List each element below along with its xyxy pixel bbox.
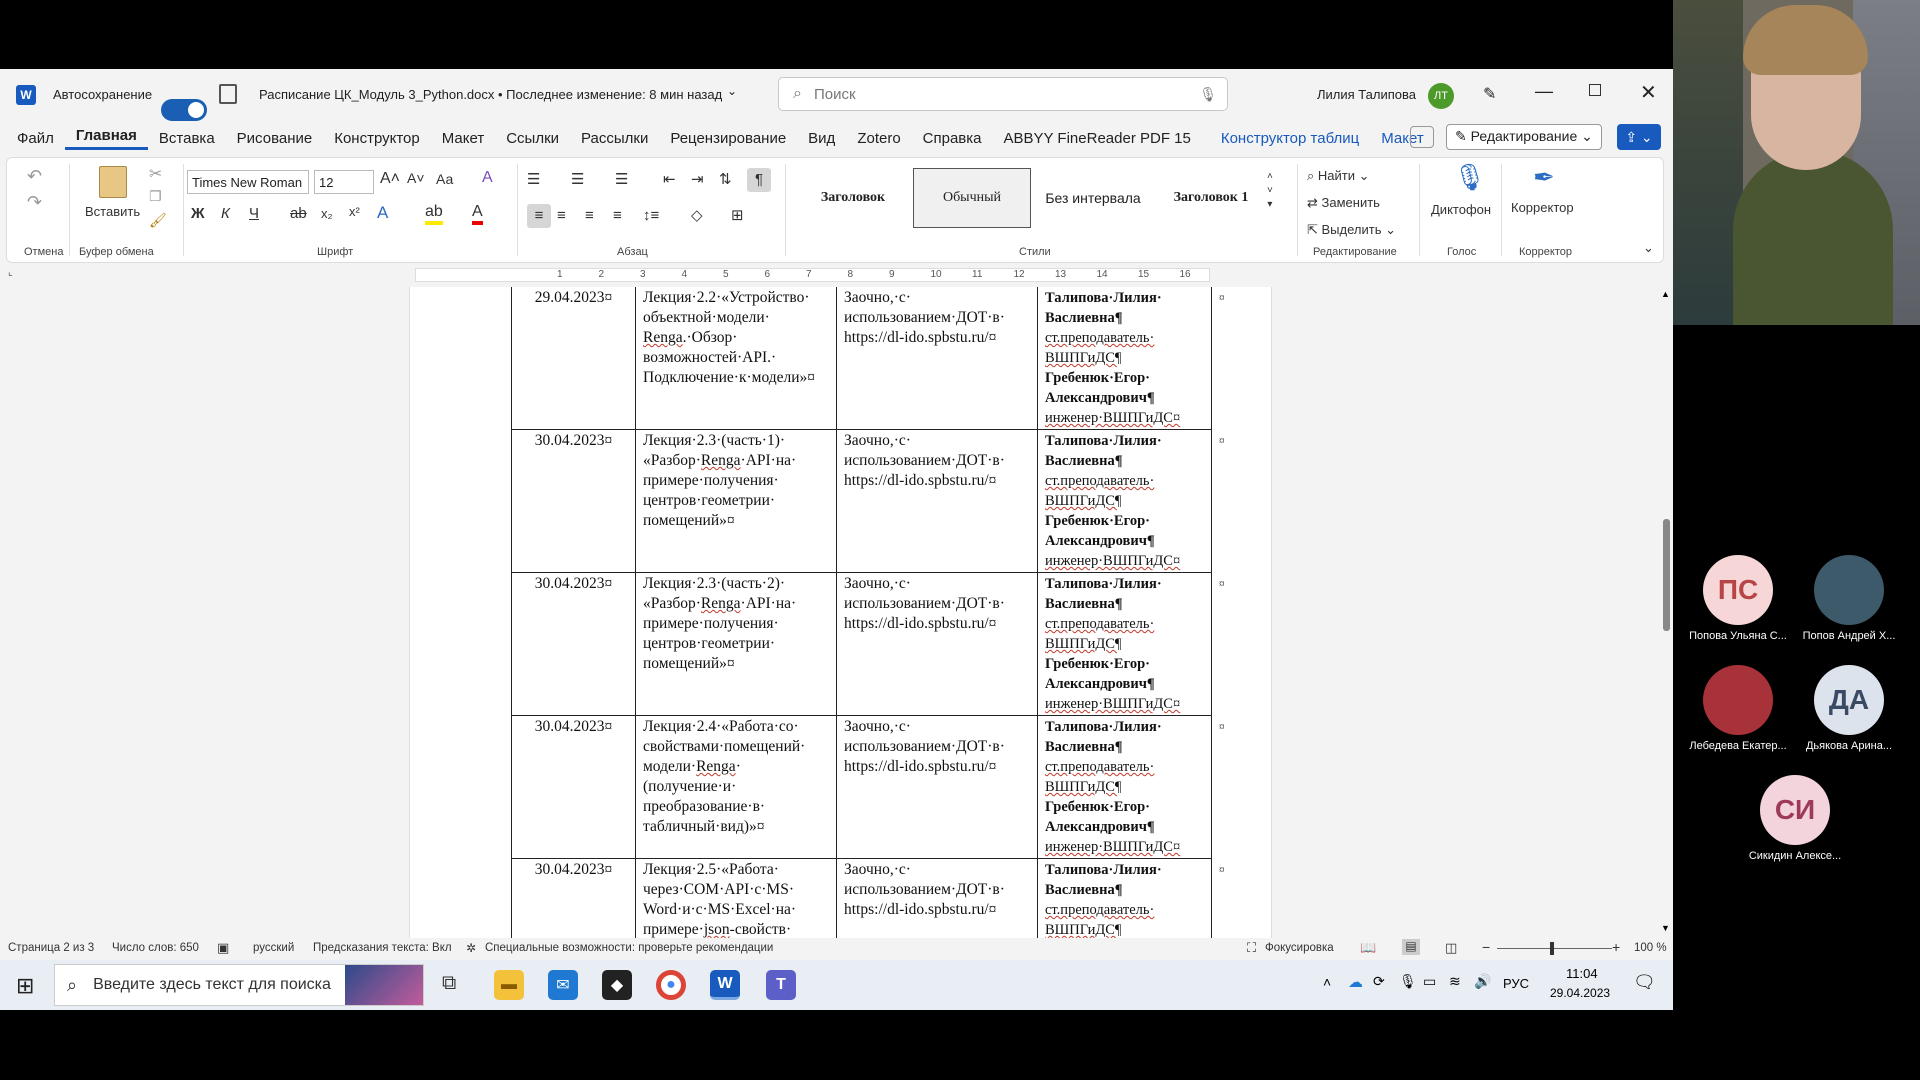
accessibility-status[interactable]: Специальные возможности: проверьте рекомендации [485, 942, 774, 954]
clock-date[interactable]: 29.04.2023 [1550, 986, 1611, 1000]
windows-start-icon[interactable]: ⊞ [16, 973, 35, 998]
tutors-line: Васлиевна¶ [1045, 596, 1123, 612]
status-bar [0, 938, 1673, 960]
shading-icon[interactable]: ◇ [691, 207, 703, 224]
read-mode-icon[interactable]: 📖 [1360, 940, 1377, 955]
document-title[interactable]: Расписание ЦК_Модуль 3_Python.docx • Последнее изменение: 8 мин назад [259, 87, 723, 102]
form-line: использованием·ДОТ·в· [844, 595, 1005, 612]
ruler-tick-label: 6 [764, 269, 771, 280]
group-paragraph-label: Абзац [617, 246, 648, 258]
align-right-icon[interactable]: ≡ [585, 207, 594, 224]
tutors-cell[interactable] [1038, 716, 1212, 859]
group-voice-label: Голос [1447, 246, 1477, 258]
ruler-tick-label: 16 [1179, 269, 1191, 280]
tab-help[interactable]: Справка [922, 129, 982, 147]
language-indicator[interactable]: РУС [1503, 976, 1530, 991]
tutors-line: Талипова·Лилия· [1045, 719, 1162, 735]
tutors-line: ВШПГиДС¶ [1045, 636, 1122, 652]
save-icon[interactable] [219, 84, 237, 104]
scroll-thumb[interactable] [1663, 519, 1670, 631]
tutors-line: инженер·ВШПГиДС¤ [1045, 696, 1181, 712]
date-cell[interactable]: 30.04.2023¤ [512, 716, 636, 859]
lecture-cell[interactable] [636, 287, 837, 430]
group-corrector-label: Корректор [1519, 246, 1572, 258]
decrease-indent-icon[interactable]: ⇤ [663, 171, 676, 188]
form-line: https://dl-ido.spbstu.ru/¤ [844, 758, 997, 775]
form-line: использованием·ДОТ·в· [844, 881, 1005, 898]
bold-button[interactable]: Ж [191, 205, 205, 222]
increase-indent-icon[interactable]: ⇥ [691, 171, 704, 188]
tab-zotero[interactable]: Zotero [857, 129, 901, 147]
zoom-thumb[interactable] [1550, 942, 1554, 955]
lecture-line: Подключение·к·модели»¤ [643, 369, 816, 386]
corrector-button[interactable]: Корректор [1511, 200, 1574, 215]
maximize-icon[interactable] [1589, 84, 1601, 96]
participant-name: Лебедева Екатер... [1689, 740, 1787, 752]
tutors-line: Талипова·Лилия· [1045, 290, 1162, 306]
close-icon[interactable]: ✕ [1640, 82, 1657, 104]
lecture-line: «Разбор·Renga·API·на· [643, 452, 797, 469]
text-prediction-status[interactable]: Предсказания текста: Вкл [313, 942, 452, 954]
paste-icon[interactable] [99, 166, 127, 198]
group-editing-label: Редактирование [1313, 246, 1397, 258]
person-shoulders [1733, 150, 1893, 325]
tutors-line: ВШПГиДС¶ [1045, 350, 1122, 366]
user-name[interactable]: Лилия Талипова [1317, 87, 1416, 102]
volume-icon[interactable]: 🔊 [1474, 973, 1492, 989]
styles-scroll-icon[interactable]: ˄ ˅ ▾ [1267, 171, 1273, 210]
word-window [0, 69, 1673, 1010]
avatar [1814, 555, 1884, 625]
web-layout-icon[interactable]: ◫ [1445, 940, 1458, 955]
form-cell[interactable] [837, 573, 1038, 716]
find-label: Найти [1317, 168, 1356, 183]
app-icon[interactable]: ◆ [602, 970, 632, 1000]
row-end-mark: ¤ [1219, 720, 1225, 733]
focus-button[interactable]: Фокусировка [1265, 942, 1334, 954]
format-painter-icon[interactable]: 🖌 [149, 212, 167, 228]
onedrive-icon[interactable]: ☁ [1348, 974, 1363, 991]
language-status[interactable]: русский [253, 942, 295, 954]
tab-table-layout[interactable]: Макет [1381, 129, 1424, 147]
align-left-icon[interactable]: ≡ [527, 204, 551, 228]
file-explorer-icon[interactable]: ▬ [494, 970, 524, 1000]
focus-icon: ⛶ [1247, 940, 1257, 955]
replace-icon: ⇄ [1307, 195, 1322, 210]
style-normal[interactable]: Обычный [913, 168, 1031, 228]
tutors-line: ВШПГиДС¶ [1045, 779, 1122, 795]
table-row [512, 430, 1233, 573]
style-heading-1[interactable]: Заголовок 1 [1173, 190, 1249, 205]
lecture-line: (получение·и· [643, 778, 737, 795]
grow-font-icon[interactable]: A˄ [380, 170, 401, 187]
search-icon: ⌕ [1307, 168, 1318, 183]
share-button[interactable]: ⇪ ⌄ [1617, 124, 1661, 150]
ruler-tick-label: 12 [1013, 269, 1025, 280]
tutors-line: Гребенюк·Егор· [1045, 656, 1150, 672]
lecture-line: Лекция·2.3·(часть·2)· [643, 575, 786, 592]
document-page [409, 287, 1272, 938]
search-box[interactable] [778, 77, 1228, 111]
tutors-line: Талипова·Лилия· [1045, 862, 1162, 878]
participant-tile[interactable] [1740, 775, 1850, 862]
date-cell[interactable]: 30.04.2023¤ [512, 430, 636, 573]
shrink-font-icon[interactable]: A˅ [407, 170, 425, 186]
tutors-line: ст.преподаватель· [1045, 616, 1155, 632]
participant-tile[interactable] [1794, 665, 1904, 752]
autosave-toggle[interactable] [161, 99, 207, 121]
editing-mode-label: Редактирование [1470, 128, 1578, 144]
chevron-up-icon[interactable]: ˄ [1323, 974, 1332, 990]
style-heading[interactable]: Заголовок [820, 190, 886, 205]
change-case-button[interactable]: Аа [436, 171, 454, 187]
participant-tile[interactable] [1683, 555, 1793, 642]
tutors-line: Васлиевна¶ [1045, 739, 1123, 755]
participant-name: Дьякова Арина... [1805, 740, 1893, 752]
tutors-cell[interactable] [1038, 859, 1212, 939]
row-end-mark: ¤ [1219, 291, 1225, 304]
comments-icon[interactable] [1410, 126, 1434, 148]
group-undo-label: Отмена [24, 246, 64, 258]
redo-icon[interactable]: ↷ [27, 192, 43, 212]
lecture-cell[interactable] [636, 859, 837, 939]
taskbar-search[interactable] [54, 964, 424, 1006]
mail-icon[interactable]: ✉ [548, 970, 578, 1000]
select-button[interactable]: ⇱ Выделить ⌄ [1307, 222, 1397, 237]
form-cell[interactable] [837, 430, 1038, 573]
taskbar [0, 960, 1673, 1010]
ruler [0, 263, 1673, 287]
tab-design[interactable]: Конструктор [334, 129, 420, 147]
select-label: Выделить [1321, 222, 1382, 237]
page-count[interactable]: Страница 2 из 3 [8, 942, 95, 954]
font-color-icon[interactable]: A [472, 203, 483, 225]
group-clipboard-label: Буфер обмена [79, 246, 154, 258]
form-line: https://dl-ido.spbstu.ru/¤ [844, 472, 997, 489]
table-row [512, 287, 1233, 430]
tab-selector-icon[interactable]: ⌞ [8, 267, 13, 278]
lecture-line: через·COM·API·с·MS· [643, 881, 794, 898]
superscript-icon[interactable]: x² [349, 204, 360, 219]
wifi-icon[interactable]: ≋ [1449, 973, 1461, 989]
lecture-cell[interactable] [636, 430, 837, 573]
cut-icon[interactable]: ✂ [149, 166, 163, 183]
row-end-mark: ¤ [1219, 863, 1225, 876]
font-size-select[interactable]: 12 [314, 170, 374, 194]
ruler-tick-label: 4 [681, 269, 688, 280]
scroll-up-icon[interactable]: ▲ [1661, 289, 1670, 299]
lecture-line: центров·геометрии· [643, 635, 776, 652]
avatar [1703, 665, 1773, 735]
vertical-scrollbar[interactable] [1660, 287, 1673, 938]
date-cell[interactable]: 29.04.2023¤ [512, 287, 636, 430]
italic-button[interactable]: К [221, 205, 230, 222]
dictate-button[interactable]: Диктофон [1431, 202, 1492, 217]
word-logo-icon: W [16, 85, 36, 105]
table-row [512, 716, 1233, 859]
ruler-tick-label: 3 [640, 269, 646, 280]
person-hair [1743, 5, 1868, 75]
tutors-line: Александрович¶ [1045, 390, 1155, 406]
lecture-line: помещений»¤ [643, 655, 735, 672]
tutors-line: Талипова·Лилия· [1045, 576, 1162, 592]
row-end-mark: ¤ [1219, 577, 1225, 590]
tab-layout[interactable]: Макет [441, 129, 485, 147]
paste-button[interactable]: Вставить [85, 204, 141, 219]
search-icon: ⌕ [793, 85, 802, 102]
avatar: ДА [1814, 665, 1884, 735]
form-line: https://dl-ido.spbstu.ru/¤ [844, 615, 997, 632]
tab-insert[interactable]: Вставка [158, 129, 215, 147]
pen-icon[interactable]: ✎ [1483, 86, 1497, 103]
participant-tile[interactable] [1683, 665, 1793, 752]
ribbon-tabs [0, 121, 1673, 155]
tutors-line: Гребенюк·Егор· [1045, 799, 1150, 815]
lecture-line: Лекция·2.3·(часть·1)· [643, 432, 786, 449]
chrome-icon[interactable]: ● [656, 970, 686, 1000]
form-line: Заочно,·с· [844, 289, 911, 306]
title-bar [0, 69, 1673, 121]
tutors-line: Талипова·Лилия· [1045, 433, 1162, 449]
highlight-icon[interactable]: ab [425, 203, 443, 225]
task-view-icon[interactable]: ⧉ [442, 972, 457, 994]
lecture-cell[interactable] [636, 716, 837, 859]
bullets-icon[interactable]: ☰ [527, 171, 541, 188]
document-area [0, 287, 1660, 938]
form-line: использованием·ДОТ·в· [844, 309, 1005, 326]
form-line: https://dl-ido.spbstu.ru/¤ [844, 329, 997, 346]
form-line: Заочно,·с· [844, 861, 911, 878]
schedule-table [511, 287, 1233, 938]
lecture-line: Лекция·2.5·«Работа· [643, 861, 779, 878]
lecture-line: преобразование·в· [643, 798, 766, 815]
group-styles-label: Стили [1019, 246, 1051, 258]
table-row [512, 859, 1233, 939]
editing-mode-button[interactable]: ✎ Редактирование ⌄ [1446, 124, 1602, 150]
word-taskbar-icon[interactable]: W [710, 970, 740, 1000]
underline-button[interactable]: Ч [249, 205, 259, 222]
lecture-line: примере·json-свойств· [643, 921, 792, 938]
multilevel-list-icon[interactable]: ☰ [615, 171, 629, 188]
ruler-tick-label: 11 [972, 269, 983, 280]
ruler-tick-label: 13 [1055, 269, 1067, 280]
date-cell[interactable]: 30.04.2023¤ [512, 573, 636, 716]
tab-home[interactable]: Главная [65, 127, 148, 150]
ruler-tick-label: 8 [847, 269, 854, 280]
pen-icon: ✎ [1455, 128, 1471, 144]
ruler-tick-label: 15 [1138, 269, 1150, 280]
lecture-cell[interactable] [636, 573, 837, 716]
find-button[interactable]: ⌕ Найти ⌄ [1307, 168, 1370, 183]
tab-view[interactable]: Вид [808, 129, 836, 147]
numbering-icon[interactable]: ☰ [571, 171, 585, 188]
style-no-spacing[interactable]: Без интервала [1045, 190, 1141, 206]
tutors-line: Гребенюк·Егор· [1045, 370, 1150, 386]
ruler-track [415, 268, 1210, 282]
tutors-line: ст.преподаватель· [1045, 759, 1155, 775]
microphone-icon[interactable]: 🎙 [1453, 162, 1487, 192]
notifications-icon[interactable]: 🗨 [1633, 972, 1656, 992]
tutors-line: Александрович¶ [1045, 676, 1155, 692]
tutors-line: Васлиевна¶ [1045, 882, 1123, 898]
ruler-tick-label: 9 [889, 269, 895, 280]
lecture-line: свойствами·помещений· [643, 738, 806, 755]
zoom-slider[interactable] [1497, 948, 1612, 949]
text-effects-icon[interactable]: A [377, 203, 389, 222]
form-line: Заочно,·с· [844, 718, 911, 735]
participant-tile[interactable] [1794, 555, 1904, 642]
microphone-icon[interactable]: 🎙 [1399, 973, 1417, 989]
form-line: Заочно,·с· [844, 575, 911, 592]
proofing-icon[interactable]: ▣ [217, 940, 230, 955]
tutors-line: ст.преподаватель· [1045, 330, 1155, 346]
date-cell[interactable]: 30.04.2023¤ [512, 859, 636, 939]
form-line: Заочно,·с· [844, 432, 911, 449]
lecture-line: помещений»¤ [643, 512, 735, 529]
chevron-down-icon[interactable]: ⌄ [727, 84, 738, 98]
search-highlight-image [345, 965, 423, 1005]
form-cell[interactable] [837, 859, 1038, 939]
font-name-select[interactable]: Times New Roman [187, 170, 309, 194]
tutors-cell[interactable] [1038, 287, 1212, 430]
editor-pen-icon[interactable]: ✒ [1533, 162, 1555, 192]
form-line: https://dl-ido.spbstu.ru/¤ [844, 901, 997, 918]
lecture-line: Лекция·2.4·«Работа·со· [643, 718, 799, 735]
clock-time[interactable]: 11:04 [1566, 966, 1598, 981]
lecture-line: модели·Renga· [643, 758, 741, 775]
lecture-line: примере·получения· [643, 472, 779, 489]
participant-name: Попов Андрей Х... [1802, 630, 1896, 642]
tab-draw[interactable]: Рисование [236, 129, 313, 147]
tutors-line: инженер·ВШПГиДС¤ [1045, 410, 1181, 426]
lecture-line: центров·геометрии· [643, 492, 776, 509]
lecture-line: Renga.·Обзор· [643, 329, 738, 346]
battery-icon[interactable]: ▭ [1423, 973, 1437, 989]
print-layout-icon[interactable]: ▤ [1402, 939, 1420, 955]
tutors-line: Александрович¶ [1045, 533, 1155, 549]
lecture-line: табличный·вид)»¤ [643, 818, 765, 835]
autosave-label: Автосохранение [53, 87, 153, 102]
lecture-line: Word·и·с·MS·Excel·на· [643, 901, 797, 918]
lecture-line: объектной·модели· [643, 309, 770, 326]
tutors-line: Гребенюк·Егор· [1045, 513, 1150, 529]
minimize-icon[interactable]: — [1535, 81, 1553, 101]
align-center-icon[interactable]: ≡ [557, 207, 566, 224]
participant-name: Сикидин Алексе... [1748, 850, 1842, 862]
avatar: СИ [1760, 775, 1830, 845]
form-cell[interactable] [837, 716, 1038, 859]
tutors-line: инженер·ВШПГиДС¤ [1045, 839, 1181, 855]
sort-icon[interactable]: ⇅ [719, 171, 732, 188]
ruler-tick-label: 1 [557, 269, 563, 280]
tutors-line: ст.преподаватель· [1045, 473, 1155, 489]
ruler-tick-label: 2 [598, 269, 605, 280]
replace-label: Заменить [1321, 195, 1380, 210]
lecture-line: возможностей·API.· [643, 349, 777, 366]
teams-icon[interactable]: T [766, 970, 796, 1000]
self-video-tile [1673, 0, 1920, 325]
tutors-cell[interactable] [1038, 573, 1212, 716]
avatar: ПС [1703, 555, 1773, 625]
taskbar-search-input[interactable]: Введите здесь текст для поиска [93, 976, 331, 993]
tutors-line: Александрович¶ [1045, 819, 1155, 835]
scroll-down-icon[interactable]: ▼ [1661, 923, 1670, 933]
replace-button[interactable] [1307, 195, 1380, 211]
lecture-line: «Разбор·Renga·API·на· [643, 595, 797, 612]
participant-name: Попова Ульяна С... [1689, 630, 1787, 642]
form-line: использованием·ДОТ·в· [844, 452, 1005, 469]
line-spacing-icon[interactable]: ↕≡ [643, 207, 660, 224]
subscript-icon[interactable]: x₂ [321, 206, 333, 221]
tutors-cell[interactable] [1038, 430, 1212, 573]
tab-table-design[interactable]: Конструктор таблиц [1220, 129, 1360, 147]
row-end-mark: ¤ [1219, 434, 1225, 447]
tab-abbyy[interactable]: ABBYY FineReader PDF 15 [1003, 129, 1191, 147]
copy-icon[interactable]: ❐ [149, 188, 162, 204]
ruler-tick-label: 14 [1096, 269, 1108, 280]
search-icon: ⌕ [67, 974, 78, 995]
tutors-line: ст.преподаватель· [1045, 902, 1155, 918]
tab-mailings[interactable]: Рассылки [581, 129, 649, 147]
zoom-out-icon[interactable]: − [1482, 939, 1491, 955]
search-input[interactable]: Поиск [813, 85, 856, 103]
table-row [512, 573, 1233, 716]
clear-formatting-icon[interactable]: A [482, 169, 493, 186]
word-count[interactable]: Число слов: 650 [112, 942, 199, 954]
sync-icon[interactable]: ⟳ [1373, 973, 1385, 989]
tab-review[interactable]: Рецензирование [670, 129, 787, 147]
tutors-line: ВШПГиДС¶ [1045, 922, 1122, 938]
ruler-tick-label: 5 [723, 269, 729, 280]
microphone-icon[interactable]: 🎙 [1199, 85, 1217, 102]
lecture-line: примере·получения· [643, 615, 779, 632]
collapse-ribbon-icon[interactable]: ⌄ [1643, 240, 1654, 255]
lecture-line: Лекция·2.2·«Устройство· [643, 289, 810, 306]
cursor-icon: ⇱ [1307, 222, 1322, 237]
form-cell[interactable] [837, 287, 1038, 430]
group-font-label: Шрифт [317, 246, 354, 258]
tutors-line: ВШПГиДС¶ [1045, 493, 1122, 509]
tutors-line: Васлиевна¶ [1045, 310, 1123, 326]
ruler-tick-label: 7 [806, 269, 812, 280]
form-line: использованием·ДОТ·в· [844, 738, 1005, 755]
tab-file[interactable]: Файл [17, 129, 54, 147]
show-formatting-icon[interactable]: ¶ [747, 168, 771, 192]
tutors-line: инженер·ВШПГиДС¤ [1045, 553, 1181, 569]
tutors-line: Васлиевна¶ [1045, 453, 1123, 469]
undo-icon[interactable]: ↶ [27, 166, 43, 186]
tab-references[interactable]: Ссылки [506, 129, 560, 147]
zoom-level[interactable]: 100 % [1634, 942, 1667, 954]
strikethrough-icon[interactable]: ab [290, 205, 307, 222]
ribbon [6, 157, 1664, 263]
avatar[interactable]: ЛТ [1428, 83, 1454, 109]
ruler-tick-label: 10 [930, 269, 942, 280]
justify-icon[interactable]: ≡ [613, 207, 622, 224]
accessibility-icon: ✲ [466, 941, 477, 955]
borders-icon[interactable]: ⊞ [731, 207, 744, 224]
zoom-in-icon[interactable]: + [1612, 939, 1621, 955]
